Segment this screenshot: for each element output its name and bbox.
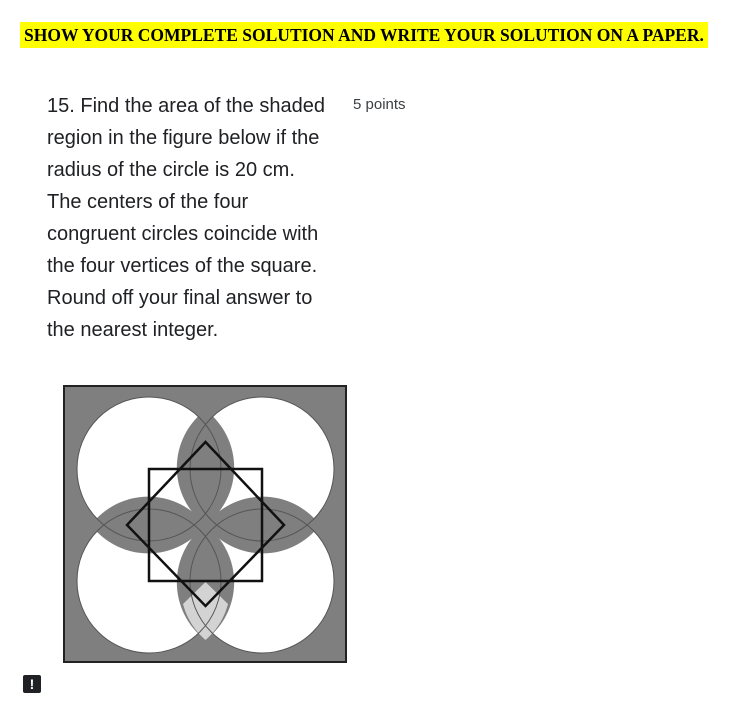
geometry-figure [62, 384, 348, 664]
points-label: 5 points [353, 96, 406, 113]
question-line: radius of the circle is 20 cm. [47, 159, 295, 181]
question-line: The centers of the four [47, 191, 249, 213]
question-line: Round off your final answer to [47, 287, 313, 309]
question-line: congruent circles coincide with [47, 223, 319, 245]
question-text [47, 90, 347, 346]
question-line: the nearest integer. [47, 319, 219, 341]
question-line: region in the figure below if the [47, 127, 320, 149]
instruction-banner: SHOW YOUR COMPLETE SOLUTION AND WRITE YOUR SOLUTION ON A PAPER. [20, 22, 708, 48]
question-line: the four vertices of the square. [47, 255, 318, 277]
question-line: 15. Find the area of the shaded [47, 95, 325, 117]
exclamation-icon: ! [23, 675, 41, 693]
